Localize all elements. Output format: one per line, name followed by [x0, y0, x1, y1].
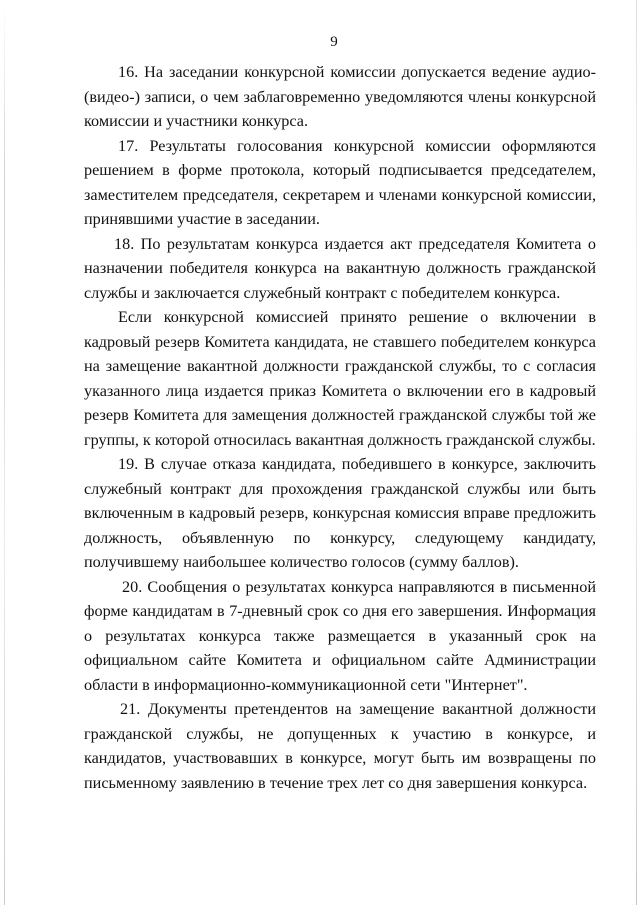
paragraph-20: 20. Сообщения о результатах конкурса направляются в письменной форме кандидатам в 7-дневный срок со дня его завершения. Информация о результатах конкурса также размещается в указанный срок на официальном сайте Комитета и официальном сайте Администрации области в информационно-коммуникационной сети "Интернет".	[84, 577, 596, 694]
scan-edge-right	[636, 0, 637, 905]
scan-edge-left	[4, 0, 5, 905]
paragraph-21: 21. Документы претендентов на замещение вакантной должности гражданской службы, не допущенных к участию в конкурсе, и кандидатов, участвовавших в конкурсе, могут быть им возвращены по письменному заявлению в течение трех лет со дня завершения конкурса.	[84, 700, 596, 792]
document-body	[84, 60, 596, 795]
paragraph-18: 18. По результатам конкурса издается акт председателя Комитета о назначении победителя конкурса на вакантную должность гражданской службы и заключается служебный контракт с победителем конкурса.	[84, 234, 596, 302]
page-number: 9	[330, 34, 338, 50]
paragraph-17: 17. Результаты голосования конкурсной комиссии оформляются решением в форме протокола, который подписывается председателем, заместителем председателя, секретарем и членами конкурсной комиссии, принявшими участие в заседании.	[84, 136, 596, 228]
paragraph-16: 16. На заседании конкурсной комиссии допускается ведение аудио-(видео-) записи, о чем заблаговременно уведомляются члены конкурсной комиссии и участники конкурса.	[84, 63, 596, 130]
paragraph-19: 19. В случае отказа кандидата, победившего в конкурсе, заключить служебный контракт для прохождения гражданской службы или быть включенным в кадровый резерв, конкурсная комиссия вправе предложить должность, объявленную по конкурсу, следующему кандидату, получившему наибольшее количество голосов (сумму баллов).	[84, 455, 596, 571]
paragraph-18-reserve: Если конкурсной комиссией принято решение о включении в кадровый резерв Комитета кандидата, не ставшего победителем конкурса на замещение вакантной должности гражданской службы, то с согласия указанного лица издается приказ Комитета о включении его в кадровый резерв Комитета для замещения должностей гражданской службы той же группы, к которой относилась вакантная должность гражданской службы.	[84, 308, 596, 449]
